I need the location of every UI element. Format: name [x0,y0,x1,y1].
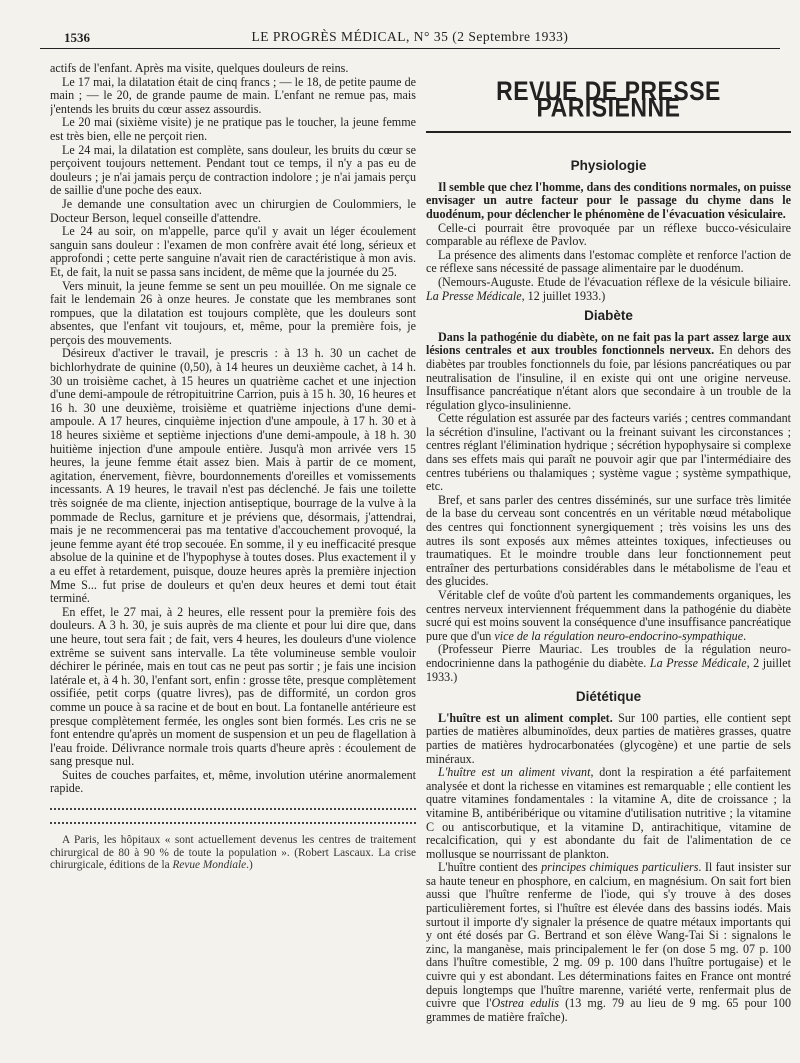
paragraph: Suites de couches parfaites, et, même, involution utérine anormalement rapide. [50,767,416,796]
paragraph [426,181,791,222]
lead-text: L'huître est un aliment complet. [438,710,613,725]
page-header [40,26,780,48]
paragraph: Vers minuit, la jeune femme se sent un peu mouillée. On me signale ce fait le lendemain 26 à onze heures. Je constate que les membranes sont rompues, que la dilatation est toujours complète, que les douleurs sont absentes, que l'enfant vit toujours, et, même, pour la première fois, je perçois des mouvements. [50,278,416,347]
body-text: L'huître contient des [438,860,542,875]
paragraph: Le 20 mai (sixième visite) je ne pratique pas le toucher, la jeune femme est très bien, elle ne perçoit rien. [50,115,416,143]
paragraph: Celle-ci pourrait être provoquée par un réflexe bucco-vésiculaire comparable au réflexe de Pavlov. [426,220,791,249]
footnote-end: .) [246,859,253,872]
paragraph [426,861,791,1024]
body-text: . [743,628,747,643]
footnote [50,834,416,872]
paragraph: Désireux d'activer le travail, je prescris : à 13 h. 30 un cachet de bichlorhydrate de quinine (0,50), à 14 heures un deuxième cachet, à 14 h. 30 un troisième cachet, à 15 heures un quatrième cachet et une injection d'une demi-ampoule de rétropituitrine Carrion, puis à 15 h. 30, 16 heures et 16 h. 30 une deuxième, troisième et quatrième injections d'une demi-ampoule. A 17 heures, cinquième injection d'une ampoule, à 17 h. 30 et à 18 heures sixième et septième injections d'une demi-ampoule, à 18 h. 30 huitième injection d'une ampoule entière. Jusqu'à mon arrivée vers 15 heures, la jeune femme était assez bien. Mais à partir de ce moment, agitation, énervement, fièvre, bourdonnements d'oreilles et vomissements incessants. A 19 heures, le travail n'est pas déclenché. Je fais une toilette très soignée de ma cliente, injection antiseptique, bourrage de la vulve à la pommade de Reclus, garniture et je préviens que, désormais, j'attendrai, mais je ne recommencerai pas ma tentative d'accouchement provoqué, la jeune femme ayant été trop secouée. En somme, il y eu inefficacité presque absolue de la quinine et de l'hypophyse à toutes doses. Plus exactement il y a eu effet à retardement, puisque, douze heures après la première injection Mme S... fut prise de douleurs et qu'en deux heures et demi tout était terminé. [50,346,416,606]
ornamental-separator [50,808,416,824]
body-text: (13 mg. 79 au lieu de 9 mg. 65 pour 100 grammes de matière fraîche). [426,996,791,1024]
footnote-journal: Revue Mondiale [172,859,247,872]
paragraph: Le 17 mai, la dilatation était de cinq francs ; — le 18, de petite paume de main ; — le 20, de grande paume de main. L'enfant ne remue pas, mais j'entends les bruits du cœur assez assourdis. [50,74,416,116]
section-heading-dietetique: Diététique [575,689,642,705]
body-text: Sur 100 parties, elle contient sept parties de matières albuminoïdes, deux parties de matières grasses, quatre parties de matières hydrocarbonatées (glycogène) et une partie de sels minéraux. [426,710,791,766]
right-column [426,78,791,1063]
banner-rule [426,131,791,133]
header-rule [40,48,780,49]
reference-date: , 2 juillet 1933.) [426,655,791,684]
section-heading-diabete: Diabète [584,308,633,324]
paragraph [426,589,791,643]
paragraph: Le 24 au soir, on m'appelle, parce qu'il y avait un léger écoulement sanguin sans douleur : l'examen de mon confrère avait été long, sérieux et approfondi ; cette perte sanguine n'avait rien de caractéristique à mon avis. Et, de fait, la nuit se passa sans incident, de même que la journée du 25. [50,224,416,279]
paragraph [426,712,791,766]
paragraph: La présence des aliments dans l'estomac complète et renforce l'action de ce réflexe sans nécessité de passage alimentaire par le duodénum. [426,247,791,276]
page-number: 1536 [64,30,90,45]
paragraph: actifs de l'enfant. Après ma visite, quelques douleurs de reins. [50,62,349,75]
body-text: , dont la respiration a été parfaitement analysée et dont la richesse en vitamines est remarquable ; elle contient les quatre vitamines fondamentales : la vitamine A, dite de croissance ; la vitamine B, antibéribérique ou vitamine d'utilisation nutritive ; la vitamine C ou antiscorbutique, et la vitamine D, antirachitique, vitamine de recalcification, qui y est abondante du fait de l'alimentation de ce mollusque se nourrissant de plankton. [426,765,791,861]
journal-title: LE PROGRÈS MÉDICAL, N° 35 (2 Septembre 1933) [251,29,569,44]
paragraph [426,766,791,861]
body-text: Véritable clef de voûte d'où partent les commandements organiques, les centres nerveux interviennent fréquemment dans la pathogénie du diabète sucré qui est moins souvent la conséquence d'une insuffisance pancréatique pure que d'un [426,588,791,643]
section-heading-physiologie: Physiologie [570,158,647,174]
reference [426,276,791,303]
italic-text: L'huître est un aliment vivant [438,765,591,780]
reference-journal: La Presse Médicale [426,288,522,303]
reference-journal: La Presse Médicale [649,655,747,670]
reference-text: (Professeur Pierre Mauriac. Les troubles de la régulation neuro-endocrinienne dans la pathogénie du diabète. [426,642,791,670]
footnote-citation: (Robert Lascaux. La crise chirurgicale, éditions de la [50,846,416,872]
paragraph: Je demande une consultation avec un chirurgien de Coulommiers, le Docteur Berson, lequel conseille d'attendre. [50,196,416,225]
body-text: . Il faut insister sur sa haute teneur en phosphore, en calcium, en magnésium. On sait fort bien aussi que l'huître renferme de l'iode, qui s'y trouve à des doses particulièrement fortes, si l'huître est élevée dans des bassins iodés. Mais surtout il importe d'y signaler la présence de quatre métaux importants qui y ont été dosés par G. Bertrand et son élève Wang-Tai Si : signalons le zinc, la manganèse, mais principalement le fer (on dose 5 mg. 07 p. 100 dans l'huître comestible, 2 mg. 09 p. 100 dans l'huître portugaise) et le cuivre qui y est abondant. Les déterminations faites en France ont montré depuis longtemps que l'huître marenne, variété verte, renfermait plus de cuivre que l' [426,860,791,1011]
italic-text: vice de la régulation neuro-endocrino-sympathique [494,628,744,643]
section-banner-title: REVUE DE PRESSE PARISIENNE [496,78,721,123]
lead-text: Dans la pathogénie du diabète, on ne fait pas la part assez large aux lésions centrales et aux troubles fonctionnels nerveux. [426,329,791,358]
italic-text: principes chimiques particuliers [541,860,699,875]
paragraph: En effet, le 27 mai, à 2 heures, elle ressent pour la première fois des douleurs. A 3 h. 30, je suis auprès de ma cliente et pour lui dire que, dans une heure, tout sera fait ; de fait, vers 4 heures, les douleurs d'une violence extrême se suivent sans intervalle. La tête volumineuse semble vouloir déchirer le périnée, mais en tout cas ne peut pas sortir ; je fais une incision latérale et, à 4 h. 30, l'enfant sort, enfin : grosse tête, presque complètement ossifiée, petit corps (quatre livres), pas de difformité, un cordon gros comme un pouce à sa racine et de bout en bout. La fontanelle antérieure est presque complètement fermée, les ongles sont bien formés. Les cris ne se font entendre qu'après un moment de suspension et un peu de flagellation à l'eau froide. Délivrance normale trois quarts d'heure après : écoulement de sang presque nul. [50,604,416,769]
reference [426,643,791,684]
reference-text: (Nemours-Auguste. Etude de l'évacuation réflexe de la vésicule biliaire. [438,274,791,289]
footnote-text: A Paris, les hôpitaux « sont actuellement devenus les centres de traitement chirurgical de 80 à 90 % de toute la population ». [50,834,416,859]
italic-text: Ostrea edulis [491,996,559,1011]
paragraph [426,331,791,413]
paragraph: Le 24 mai, la dilatation est complète, sans douleur, les bruits du cœur se perçoivent toujours nettement. Pendant tout ce temps, il n'y a pas eu de douleurs ; je n'ai jamais perçu de contraction indolore ; je n'ai jamais perçu de saillie d'une poche des eaux. [50,142,416,198]
left-column [50,62,416,1062]
reference-date: , 12 juillet 1933.) [521,288,606,303]
lead-text: Il semble que chez l'homme, dans des conditions normales, on puisse envisager un autre facteur pour le passage du chyme dans le duodénum, pour déclencher le phénomène de l'évacuation vésiculaire. [426,179,791,221]
paragraph: Bref, et sans parler des centres disséminés, sur une surface très limitée de la base du cerveau sont concentrés en un véritable nœud métabolique des centres qui fonctionnent synergiquement ; très voisins les uns des autres ils sont exposés aux mêmes atteintes toxiques, infectieuses ou traumatiques. Et le moindre trouble dans leur fonctionnement peut entraîner des perturbations considérables dans le métabolisme de l'eau et des glucides. [426,492,791,589]
paragraph: Cette régulation est assurée par des facteurs variés ; centres commandant la sécrétion d'insuline, l'activant ou la freinant suivant les circonstances ; centres réglant l'élimination hydrique ; sécrétion hypophysaire si complexe dans ses effets mais qui paraît ne pouvoir agir que par l'intermédiaire des centres tubériens ou thalamiques ; système vague ; système sympathique, etc. [426,411,791,494]
body-text: En dehors des diabètes par troubles fonctionnels du foie, par lésions pancréatiques ou par neutralisation de l'insuline, il en existe qui ont une origine nerveuse. Insuffisance pancréatique n'étant alors que secondaire à un trouble de la régulation glyco-insulinienne. [426,343,791,412]
